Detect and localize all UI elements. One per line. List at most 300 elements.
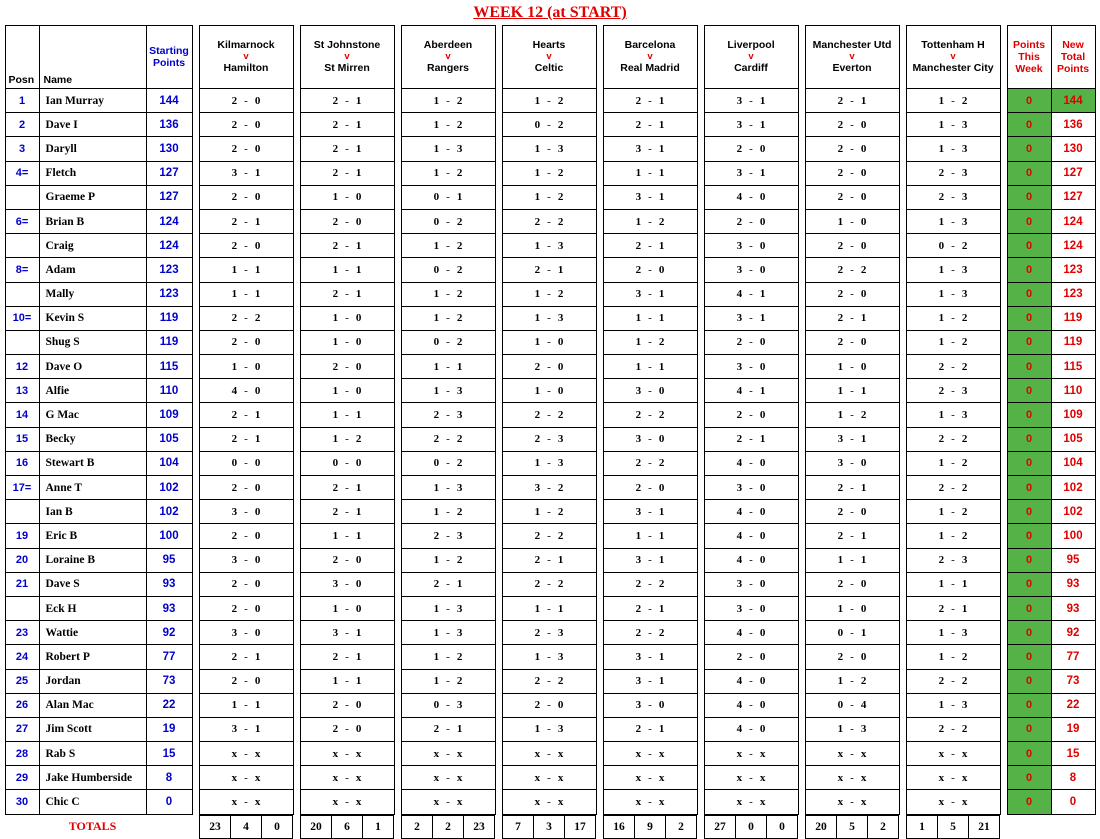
cell-prediction-match-1[interactable]	[199, 209, 293, 233]
cell-prediction-match-5[interactable]	[603, 548, 697, 572]
table-row[interactable]	[5, 258, 1095, 282]
cell-prediction-match-4[interactable]	[502, 790, 596, 814]
score-separator: -	[446, 191, 450, 204]
cell-prediction-match-8[interactable]	[906, 693, 1000, 717]
cell-prediction-match-2[interactable]	[300, 234, 394, 258]
cell-prediction-match-8[interactable]	[906, 645, 1000, 669]
cell-prediction-match-2[interactable]	[300, 621, 394, 645]
cell-prediction-match-8[interactable]	[906, 355, 1000, 379]
cell-prediction-match-6[interactable]	[704, 234, 798, 258]
cell-prediction-match-4[interactable]	[502, 476, 596, 500]
cell-prediction-match-1[interactable]	[199, 403, 293, 427]
cell-prediction-match-6[interactable]	[704, 572, 798, 596]
table-row[interactable]	[5, 500, 1095, 524]
cell-prediction-match-5[interactable]	[603, 209, 697, 233]
cell-prediction-match-2[interactable]	[300, 306, 394, 330]
prediction-home-score: 2	[837, 191, 844, 204]
cell-prediction-match-3[interactable]	[401, 161, 495, 185]
cell-prediction-match-7[interactable]	[805, 403, 899, 427]
cell-prediction-match-6[interactable]	[704, 621, 798, 645]
table-row[interactable]	[5, 524, 1095, 548]
cell-prediction-match-6[interactable]	[704, 403, 798, 427]
cell-prediction-match-2[interactable]	[300, 717, 394, 741]
cell-prediction-match-3[interactable]	[401, 693, 495, 717]
cell-prediction-match-7[interactable]	[805, 766, 899, 790]
cell-prediction-match-7[interactable]	[805, 330, 899, 354]
cell-prediction-match-7[interactable]	[805, 185, 899, 209]
cell-prediction-match-8[interactable]	[906, 137, 1000, 161]
cell-prediction-match-7[interactable]	[805, 161, 899, 185]
cell-prediction-match-3[interactable]	[401, 524, 495, 548]
cell-prediction-match-6[interactable]	[704, 500, 798, 524]
cell-prediction-match-8[interactable]	[906, 621, 1000, 645]
cell-prediction-match-3[interactable]	[401, 234, 495, 258]
cell-prediction-match-5[interactable]	[603, 766, 697, 790]
cell-prediction-match-8[interactable]	[906, 524, 1000, 548]
cell-prediction-match-5[interactable]	[603, 717, 697, 741]
cell-prediction-match-1[interactable]	[199, 113, 293, 137]
cell-prediction-match-7[interactable]	[805, 113, 899, 137]
cell-prediction-match-2[interactable]	[300, 355, 394, 379]
cell-prediction-match-7[interactable]	[805, 621, 899, 645]
cell-prediction-match-4[interactable]	[502, 185, 596, 209]
cell-prediction-match-3[interactable]	[401, 113, 495, 137]
cell-prediction-match-8[interactable]	[906, 234, 1000, 258]
cell-prediction-match-8[interactable]	[906, 717, 1000, 741]
cell-prediction-match-8[interactable]	[906, 548, 1000, 572]
cell-prediction-match-1[interactable]	[199, 355, 293, 379]
cell-prediction-match-6[interactable]	[704, 427, 798, 451]
cell-prediction-match-2[interactable]	[300, 185, 394, 209]
cell-prediction-match-8[interactable]	[906, 306, 1000, 330]
cell-prediction-match-1[interactable]	[199, 451, 293, 475]
cell-prediction-match-3[interactable]	[401, 645, 495, 669]
cell-prediction-match-1[interactable]	[199, 548, 293, 572]
cell-prediction-match-3[interactable]	[401, 379, 495, 403]
cell-prediction-match-2[interactable]	[300, 258, 394, 282]
cell-prediction-match-7[interactable]	[805, 258, 899, 282]
match-home-team: Aberdeen	[423, 39, 473, 52]
cell-prediction-match-4[interactable]	[502, 621, 596, 645]
cell-prediction-match-3[interactable]	[401, 89, 495, 113]
cell-prediction-match-7[interactable]	[805, 645, 899, 669]
cell-prediction-match-8[interactable]	[906, 451, 1000, 475]
cell-prediction-match-5[interactable]	[603, 403, 697, 427]
cell-prediction-match-4[interactable]	[502, 645, 596, 669]
cell-prediction-match-6[interactable]	[704, 669, 798, 693]
table-row[interactable]	[5, 621, 1095, 645]
cell-prediction-match-6[interactable]	[704, 209, 798, 233]
cell-prediction-match-4[interactable]	[502, 355, 596, 379]
cell-gap	[1000, 693, 1007, 717]
cell-prediction-match-5[interactable]	[603, 621, 697, 645]
table-row[interactable]	[5, 209, 1095, 233]
prediction-home-score: 2	[332, 288, 339, 301]
cell-prediction-match-2[interactable]	[300, 137, 394, 161]
table-row[interactable]	[5, 161, 1095, 185]
prediction-away-score: 0	[759, 191, 766, 204]
cell-prediction-match-4[interactable]	[502, 427, 596, 451]
cell-prediction-match-6[interactable]	[704, 379, 798, 403]
cell-prediction-match-4[interactable]	[502, 330, 596, 354]
cell-prediction-match-2[interactable]	[300, 282, 394, 306]
prediction-away-score: 3	[557, 650, 564, 663]
cell-prediction-match-1[interactable]	[199, 790, 293, 814]
cell-prediction-match-5[interactable]	[603, 742, 697, 766]
cell-prediction-match-3[interactable]	[401, 596, 495, 620]
cell-prediction-match-4[interactable]	[502, 234, 596, 258]
match-versus-label: v	[243, 50, 249, 62]
cell-prediction-match-1[interactable]	[199, 427, 293, 451]
cell-prediction-match-4[interactable]	[502, 209, 596, 233]
cell-prediction-match-7[interactable]	[805, 790, 899, 814]
table-row[interactable]	[5, 306, 1095, 330]
cell-prediction-match-3[interactable]	[401, 355, 495, 379]
cell-prediction-match-3[interactable]	[401, 330, 495, 354]
cell-prediction-match-7[interactable]	[805, 548, 899, 572]
cell-prediction-match-1[interactable]	[199, 621, 293, 645]
cell-prediction-match-1[interactable]	[199, 742, 293, 766]
cell-prediction-match-1[interactable]	[199, 282, 293, 306]
score-separator: -	[547, 529, 551, 542]
cell-prediction-match-2[interactable]	[300, 427, 394, 451]
cell-prediction-match-3[interactable]	[401, 621, 495, 645]
cell-prediction-match-5[interactable]	[603, 258, 697, 282]
cell-prediction-match-2[interactable]	[300, 548, 394, 572]
cell-prediction-match-4[interactable]	[502, 669, 596, 693]
cell-prediction-match-7[interactable]	[805, 669, 899, 693]
cell-prediction-match-4[interactable]	[502, 717, 596, 741]
cell-prediction-match-5[interactable]	[603, 669, 697, 693]
cell-prediction-match-7[interactable]	[805, 500, 899, 524]
prediction-away-score: 0	[860, 142, 867, 155]
table-row[interactable]	[5, 427, 1095, 451]
cell-prediction-match-2[interactable]	[300, 500, 394, 524]
prediction-home-score: 2	[938, 481, 945, 494]
prediction-home-score: x	[433, 771, 440, 784]
cell-prediction-match-1[interactable]	[199, 476, 293, 500]
cell-prediction-match-7[interactable]	[805, 234, 899, 258]
cell-prediction-match-5[interactable]	[603, 572, 697, 596]
cell-prediction-match-3[interactable]	[401, 282, 495, 306]
prediction-home-score: 2	[635, 118, 642, 131]
cell-prediction-match-4[interactable]	[502, 403, 596, 427]
cell-prediction-match-3[interactable]	[401, 717, 495, 741]
cell-prediction-match-6[interactable]	[704, 258, 798, 282]
cell-prediction-match-8[interactable]	[906, 790, 1000, 814]
cell-prediction-match-8[interactable]	[906, 258, 1000, 282]
cell-prediction-match-1[interactable]	[199, 500, 293, 524]
cell-prediction-match-7[interactable]	[805, 572, 899, 596]
cell-prediction-match-2[interactable]	[300, 161, 394, 185]
cell-prediction-match-3[interactable]	[401, 185, 495, 209]
cell-prediction-match-1[interactable]	[199, 596, 293, 620]
cell-prediction-match-4[interactable]	[502, 89, 596, 113]
cell-prediction-match-2[interactable]	[300, 524, 394, 548]
cell-prediction-match-4[interactable]	[502, 766, 596, 790]
match-away-team: Celtic	[534, 62, 564, 75]
table-row[interactable]	[5, 282, 1095, 306]
cell-prediction-match-2[interactable]	[300, 596, 394, 620]
cell-prediction-match-3[interactable]	[401, 766, 495, 790]
score-separator: -	[648, 409, 652, 422]
cell-prediction-match-5[interactable]	[603, 596, 697, 620]
prediction-away-score: 1	[557, 263, 564, 276]
cell-prediction-match-1[interactable]	[199, 234, 293, 258]
table-row[interactable]	[5, 596, 1095, 620]
cell-prediction-match-2[interactable]	[300, 379, 394, 403]
prediction-away-score: 0	[759, 699, 766, 712]
cell-prediction-match-3[interactable]	[401, 258, 495, 282]
prediction-home-score: 0	[433, 699, 440, 712]
cell-prediction-match-6[interactable]	[704, 330, 798, 354]
cell-prediction-match-2[interactable]	[300, 451, 394, 475]
cell-prediction-match-8[interactable]	[906, 669, 1000, 693]
cell-prediction-match-3[interactable]	[401, 500, 495, 524]
table-row[interactable]	[5, 790, 1095, 814]
cell-prediction-match-7[interactable]	[805, 306, 899, 330]
table-row[interactable]	[5, 355, 1095, 379]
table-row[interactable]	[5, 137, 1095, 161]
cell-prediction-match-1[interactable]	[199, 645, 293, 669]
cell-prediction-match-8[interactable]	[906, 766, 1000, 790]
cell-prediction-match-1[interactable]	[199, 524, 293, 548]
cell-points-this-week: 0	[1007, 161, 1051, 185]
cell-prediction-match-4[interactable]	[502, 693, 596, 717]
table-row[interactable]	[5, 693, 1095, 717]
cell-prediction-match-6[interactable]	[704, 596, 798, 620]
cell-prediction-match-3[interactable]	[401, 403, 495, 427]
cell-prediction-match-6[interactable]	[704, 742, 798, 766]
cell-starting-points: 119	[146, 330, 192, 354]
cell-prediction-match-6[interactable]	[704, 766, 798, 790]
table-row[interactable]	[5, 572, 1095, 596]
cell-prediction-match-4[interactable]	[502, 572, 596, 596]
cell-prediction-match-6[interactable]	[704, 524, 798, 548]
cell-prediction-match-7[interactable]	[805, 355, 899, 379]
cell-prediction-match-4[interactable]	[502, 548, 596, 572]
cell-prediction-match-5[interactable]	[603, 306, 697, 330]
cell-prediction-match-6[interactable]	[704, 137, 798, 161]
cell-prediction-match-6[interactable]	[704, 476, 798, 500]
cell-gap	[192, 766, 199, 790]
cell-prediction-match-4[interactable]	[502, 742, 596, 766]
cell-prediction-match-3[interactable]	[401, 137, 495, 161]
cell-prediction-match-1[interactable]	[199, 766, 293, 790]
cell-prediction-match-3[interactable]	[401, 476, 495, 500]
cell-prediction-match-3[interactable]	[401, 306, 495, 330]
cell-prediction-match-4[interactable]	[502, 137, 596, 161]
cell-prediction-match-8[interactable]	[906, 89, 1000, 113]
cell-prediction-match-8[interactable]	[906, 476, 1000, 500]
cell-prediction-match-8[interactable]	[906, 500, 1000, 524]
cell-prediction-match-1[interactable]	[199, 379, 293, 403]
cell-prediction-match-8[interactable]	[906, 113, 1000, 137]
cell-prediction-match-7[interactable]	[805, 137, 899, 161]
table-row[interactable]	[5, 330, 1095, 354]
cell-prediction-match-1[interactable]	[199, 258, 293, 282]
cell-prediction-match-5[interactable]	[603, 185, 697, 209]
cell-prediction-match-6[interactable]	[704, 790, 798, 814]
cell-prediction-match-7[interactable]	[805, 282, 899, 306]
cell-prediction-match-3[interactable]	[401, 572, 495, 596]
cell-prediction-match-1[interactable]	[199, 89, 293, 113]
cell-prediction-match-5[interactable]	[603, 645, 697, 669]
cell-prediction-match-8[interactable]	[906, 742, 1000, 766]
cell-prediction-match-4[interactable]	[502, 500, 596, 524]
cell-prediction-match-5[interactable]	[603, 427, 697, 451]
cell-prediction-match-6[interactable]	[704, 161, 798, 185]
cell-new-total-points: 119	[1051, 306, 1095, 330]
cell-prediction-match-4[interactable]	[502, 451, 596, 475]
cell-prediction-match-5[interactable]	[603, 524, 697, 548]
table-row[interactable]	[5, 645, 1095, 669]
cell-prediction-match-7[interactable]	[805, 693, 899, 717]
cell-prediction-match-1[interactable]	[199, 185, 293, 209]
totals-outcome-1: 1	[907, 815, 938, 838]
cell-prediction-match-4[interactable]	[502, 258, 596, 282]
cell-prediction-match-3[interactable]	[401, 790, 495, 814]
table-row[interactable]	[5, 548, 1095, 572]
cell-prediction-match-6[interactable]	[704, 185, 798, 209]
cell-prediction-match-5[interactable]	[603, 137, 697, 161]
cell-prediction-match-5[interactable]	[603, 693, 697, 717]
table-row[interactable]	[5, 717, 1095, 741]
cell-prediction-match-6[interactable]	[704, 645, 798, 669]
cell-prediction-match-5[interactable]	[603, 234, 697, 258]
cell-prediction-match-7[interactable]	[805, 476, 899, 500]
cell-prediction-match-8[interactable]	[906, 427, 1000, 451]
cell-prediction-match-2[interactable]	[300, 790, 394, 814]
cell-prediction-match-5[interactable]	[603, 113, 697, 137]
table-row[interactable]	[5, 403, 1095, 427]
cell-prediction-match-5[interactable]	[603, 282, 697, 306]
cell-prediction-match-5[interactable]	[603, 451, 697, 475]
cell-starting-points: 123	[146, 282, 192, 306]
cell-prediction-match-2[interactable]	[300, 330, 394, 354]
cell-prediction-match-4[interactable]	[502, 596, 596, 620]
cell-prediction-match-1[interactable]	[199, 717, 293, 741]
cell-prediction-match-3[interactable]	[401, 451, 495, 475]
cell-prediction-match-8[interactable]	[906, 596, 1000, 620]
cell-prediction-match-5[interactable]	[603, 355, 697, 379]
table-row[interactable]	[5, 766, 1095, 790]
cell-prediction-match-1[interactable]	[199, 669, 293, 693]
cell-prediction-match-2[interactable]	[300, 693, 394, 717]
table-row[interactable]	[5, 476, 1095, 500]
cell-prediction-match-7[interactable]	[805, 596, 899, 620]
cell-prediction-match-1[interactable]	[199, 572, 293, 596]
cell-prediction-match-8[interactable]	[906, 572, 1000, 596]
cell-prediction-match-2[interactable]	[300, 742, 394, 766]
cell-prediction-match-8[interactable]	[906, 185, 1000, 209]
cell-gap	[495, 282, 502, 306]
cell-prediction-match-8[interactable]	[906, 403, 1000, 427]
cell-prediction-match-6[interactable]	[704, 306, 798, 330]
table-row[interactable]	[5, 89, 1095, 113]
cell-prediction-match-1[interactable]	[199, 161, 293, 185]
cell-starting-points: 73	[146, 669, 192, 693]
cell-prediction-match-5[interactable]	[603, 330, 697, 354]
table-row[interactable]	[5, 669, 1095, 693]
table-row[interactable]	[5, 451, 1095, 475]
table-row[interactable]	[5, 113, 1095, 137]
cell-prediction-match-8[interactable]	[906, 282, 1000, 306]
cell-prediction-match-8[interactable]	[906, 161, 1000, 185]
cell-prediction-match-7[interactable]	[805, 742, 899, 766]
prediction-away-score: 1	[456, 578, 463, 591]
cell-prediction-match-6[interactable]	[704, 355, 798, 379]
cell-prediction-match-4[interactable]	[502, 306, 596, 330]
cell-prediction-match-3[interactable]	[401, 548, 495, 572]
cell-prediction-match-2[interactable]	[300, 645, 394, 669]
cell-prediction-match-3[interactable]	[401, 669, 495, 693]
cell-gap	[192, 209, 199, 233]
cell-prediction-match-5[interactable]	[603, 500, 697, 524]
prediction-home-score: 1	[837, 723, 844, 736]
cell-prediction-match-5[interactable]	[603, 379, 697, 403]
cell-prediction-match-1[interactable]	[199, 693, 293, 717]
cell-prediction-match-8[interactable]	[906, 330, 1000, 354]
cell-prediction-match-6[interactable]	[704, 548, 798, 572]
table-row[interactable]	[5, 185, 1095, 209]
cell-prediction-match-2[interactable]	[300, 403, 394, 427]
cell-prediction-match-3[interactable]	[401, 427, 495, 451]
cell-prediction-match-6[interactable]	[704, 282, 798, 306]
cell-prediction-match-7[interactable]	[805, 451, 899, 475]
cell-prediction-match-7[interactable]	[805, 717, 899, 741]
cell-prediction-match-2[interactable]	[300, 476, 394, 500]
cell-prediction-match-3[interactable]	[401, 742, 495, 766]
cell-prediction-match-4[interactable]	[502, 379, 596, 403]
cell-prediction-match-5[interactable]	[603, 89, 697, 113]
cell-prediction-match-1[interactable]	[199, 306, 293, 330]
cell-prediction-match-8[interactable]	[906, 379, 1000, 403]
cell-prediction-match-7[interactable]	[805, 379, 899, 403]
cell-prediction-match-4[interactable]	[502, 524, 596, 548]
cell-prediction-match-5[interactable]	[603, 161, 697, 185]
cell-prediction-match-4[interactable]	[502, 282, 596, 306]
cell-prediction-match-6[interactable]	[704, 451, 798, 475]
table-row[interactable]	[5, 379, 1095, 403]
cell-prediction-match-2[interactable]	[300, 209, 394, 233]
cell-prediction-match-2[interactable]	[300, 89, 394, 113]
cell-prediction-match-7[interactable]	[805, 209, 899, 233]
column-header-match-1	[199, 26, 293, 89]
cell-prediction-match-1[interactable]	[199, 137, 293, 161]
cell-prediction-match-4[interactable]	[502, 161, 596, 185]
cell-prediction-match-4[interactable]	[502, 113, 596, 137]
cell-prediction-match-3[interactable]	[401, 209, 495, 233]
cell-prediction-match-5[interactable]	[603, 476, 697, 500]
table-row[interactable]	[5, 742, 1095, 766]
cell-prediction-match-6[interactable]	[704, 693, 798, 717]
cell-prediction-match-2[interactable]	[300, 572, 394, 596]
cell-prediction-match-7[interactable]	[805, 524, 899, 548]
cell-prediction-match-7[interactable]	[805, 89, 899, 113]
cell-prediction-match-2[interactable]	[300, 669, 394, 693]
cell-prediction-match-2[interactable]	[300, 766, 394, 790]
cell-prediction-match-6[interactable]	[704, 717, 798, 741]
cell-prediction-match-7[interactable]	[805, 427, 899, 451]
cell-prediction-match-6[interactable]	[704, 89, 798, 113]
cell-prediction-match-1[interactable]	[199, 330, 293, 354]
cell-prediction-match-8[interactable]	[906, 209, 1000, 233]
cell-prediction-match-6[interactable]	[704, 113, 798, 137]
cell-prediction-match-2[interactable]	[300, 113, 394, 137]
cell-prediction-match-5[interactable]	[603, 790, 697, 814]
table-row[interactable]	[5, 234, 1095, 258]
